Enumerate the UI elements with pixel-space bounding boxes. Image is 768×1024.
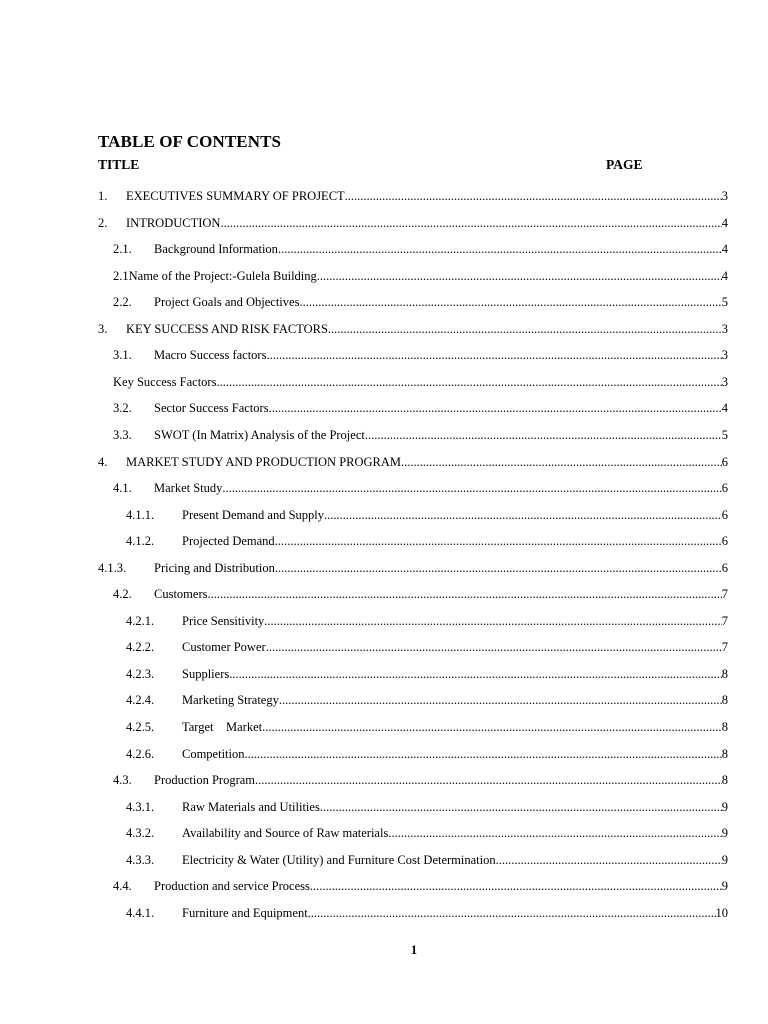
- toc-entry[interactable]: [113, 345, 728, 365]
- toc-entry-title: Background Information: [154, 242, 278, 256]
- toc-entry-title: Project Goals and Objectives: [154, 295, 300, 309]
- dot-leader: [275, 531, 722, 551]
- toc-entry-number: 4.3.1.: [126, 800, 155, 814]
- toc-heading: TABLE OF CONTENTS: [98, 132, 282, 151]
- title-column-header: TITLE: [98, 157, 140, 172]
- toc-entry-page: 9: [721, 800, 728, 814]
- dot-leader: [266, 637, 722, 657]
- toc-entry-page: 6: [721, 561, 728, 575]
- toc-entry-page: 3: [721, 348, 728, 362]
- toc-entry[interactable]: [126, 717, 728, 737]
- toc-entry-title: Competition: [182, 747, 245, 761]
- toc-entry-number: 4.1.1.: [126, 508, 155, 522]
- dot-leader: [222, 478, 721, 498]
- toc-entry[interactable]: [98, 213, 728, 233]
- toc-entry-title: Key Success Factors: [113, 375, 217, 389]
- toc-entry-number: 2.: [98, 216, 108, 230]
- dot-leader: [401, 452, 722, 472]
- toc-entry-title: EXECUTIVES SUMMARY OF PROJECT: [126, 189, 345, 203]
- toc-entry-title: SWOT (In Matrix) Analysis of the Project: [154, 428, 365, 442]
- toc-entry-title: Pricing and Distribution: [154, 561, 275, 575]
- dot-leader: [266, 345, 721, 365]
- toc-entry-number: 4.2.: [113, 587, 132, 601]
- toc-entry[interactable]: [113, 770, 728, 790]
- toc-entry-title: Macro Success factors: [154, 348, 267, 362]
- dot-leader: [310, 876, 722, 896]
- toc-entry[interactable]: [98, 558, 728, 578]
- toc-entry-title: Present Demand and Supply: [182, 508, 324, 522]
- dot-leader: [496, 850, 722, 870]
- toc-entry-title: Projected Demand: [182, 534, 275, 548]
- toc-entry[interactable]: [126, 850, 728, 870]
- toc-entry-title: Availability and Source of Raw materials: [182, 826, 389, 840]
- toc-entry-number: 4.3.2.: [126, 826, 155, 840]
- toc-entry-title: Price Sensitivity: [182, 614, 265, 628]
- toc-entry[interactable]: [113, 239, 728, 259]
- dot-leader: [365, 425, 722, 445]
- toc-entry-title: Production and service Process: [154, 879, 310, 893]
- toc-entry[interactable]: [98, 452, 728, 472]
- dot-leader: [220, 213, 721, 233]
- toc-entry-title: Marketing Strategy: [182, 693, 279, 707]
- toc-entry[interactable]: [126, 664, 728, 684]
- dot-leader: [324, 505, 722, 525]
- toc-entry-page: 7: [721, 587, 728, 601]
- toc-entry-number: 3.2.: [113, 401, 132, 415]
- toc-entry-title: Suppliers: [182, 667, 230, 681]
- toc-entry-title: MARKET STUDY AND PRODUCTION PROGRAM: [126, 455, 402, 469]
- toc-entry-page: 4: [721, 401, 728, 415]
- dot-leader: [229, 664, 722, 684]
- toc-entry-page: 9: [721, 826, 728, 840]
- dot-leader: [299, 292, 721, 312]
- toc-entry-title: INTRODUCTION: [126, 216, 221, 230]
- toc-entry-number: 2.2.: [113, 295, 132, 309]
- toc-entry[interactable]: [126, 744, 728, 764]
- toc-entry[interactable]: [126, 505, 728, 525]
- toc-entry-number: 4.3.3.: [126, 853, 155, 867]
- toc-entry-title: Electricity & Water (Utility) and Furniture Cost Determination: [182, 853, 496, 867]
- toc-entry-number: 3.1.: [113, 348, 132, 362]
- toc-entry-number: 4.1.: [113, 481, 132, 495]
- dot-leader: [269, 398, 722, 418]
- dot-leader: [278, 239, 722, 259]
- toc-entry[interactable]: [126, 637, 728, 657]
- toc-entry-page: 6: [721, 481, 728, 495]
- dot-leader: [275, 558, 722, 578]
- toc-entry[interactable]: [126, 823, 728, 843]
- toc-entry[interactable]: [98, 319, 728, 339]
- toc-entry[interactable]: [126, 797, 728, 817]
- toc-entry-title: Market Study: [154, 481, 223, 495]
- toc-entry-page: 6: [721, 508, 728, 522]
- page-number: 1: [410, 943, 418, 957]
- toc-entry-page: 8: [721, 773, 728, 787]
- toc-entry-number: 4.2.2.: [126, 640, 155, 654]
- dot-leader: [216, 372, 721, 392]
- toc-entry-page: 8: [721, 720, 728, 734]
- toc-entry[interactable]: [113, 398, 728, 418]
- dot-leader: [328, 319, 722, 339]
- toc-entry-number: 2.1.: [113, 242, 132, 256]
- toc-entry-page: 9: [721, 879, 728, 893]
- toc-entry[interactable]: [126, 531, 728, 551]
- toc-entry[interactable]: [98, 186, 728, 206]
- toc-entry-number: 4.1.3.: [98, 561, 127, 575]
- toc-entry-title: Target Market: [182, 720, 263, 734]
- toc-entry-number: 4.2.3.: [126, 667, 155, 681]
- toc-entry-title: Production Program: [154, 773, 256, 787]
- toc-entry[interactable]: [113, 478, 728, 498]
- dot-leader: [264, 611, 721, 631]
- toc-entry-page: 5: [721, 428, 728, 442]
- toc-entry[interactable]: [113, 266, 728, 286]
- toc-entry-number: 4.3.: [113, 773, 132, 787]
- toc-entry-page: 8: [721, 747, 728, 761]
- toc-entry-number: 4.1.2.: [126, 534, 155, 548]
- toc-entry-number: 4.4.: [113, 879, 132, 893]
- toc-entry[interactable]: [126, 690, 728, 710]
- dot-leader: [207, 584, 721, 604]
- dot-leader: [308, 903, 716, 923]
- toc-entry-title: Customers: [154, 587, 208, 601]
- toc-entry-title: Customer Power: [182, 640, 266, 654]
- toc-entry-page: 3: [721, 189, 728, 203]
- page-column-header: PAGE: [606, 157, 643, 172]
- toc-entry-page: 9: [721, 853, 728, 867]
- toc-entry-number: 4.2.5.: [126, 720, 155, 734]
- toc-entry-page: 4: [721, 216, 728, 230]
- toc-entry-page: 7: [721, 614, 728, 628]
- toc-entry-number: 4.2.4.: [126, 693, 155, 707]
- toc-entry-number: 4.2.1.: [126, 614, 155, 628]
- toc-entry-title: Raw Materials and Utilities: [182, 800, 320, 814]
- toc-entry-page: 4: [721, 269, 728, 283]
- toc-entry[interactable]: [126, 903, 728, 923]
- toc-entry[interactable]: [113, 372, 728, 392]
- toc-entry-page: 10: [715, 906, 728, 920]
- toc-entry-number: 3.3.: [113, 428, 132, 442]
- toc-entry[interactable]: [113, 584, 728, 604]
- toc-entry-number: 3.: [98, 322, 108, 336]
- toc-entry-page: 3: [721, 375, 728, 389]
- toc-entry[interactable]: [126, 611, 728, 631]
- toc-entry-number: 4.4.1.: [126, 906, 155, 920]
- dot-leader: [279, 690, 722, 710]
- toc-entry-page: 7: [721, 640, 728, 654]
- dot-leader: [345, 186, 722, 206]
- toc-entry-title: Furniture and Equipment: [182, 906, 308, 920]
- toc-entry-number: 4.2.6.: [126, 747, 155, 761]
- toc-entry[interactable]: [113, 292, 728, 312]
- dot-leader: [317, 266, 722, 286]
- toc-entry-number: 4.: [98, 455, 108, 469]
- toc-entry-number: 1.: [98, 189, 108, 203]
- toc-entry-title: KEY SUCCESS AND RISK FACTORS: [126, 322, 328, 336]
- toc-entry[interactable]: [113, 876, 728, 896]
- toc-entry-title: Sector Success Factors: [154, 401, 269, 415]
- dot-leader: [320, 797, 722, 817]
- toc-entry[interactable]: [113, 425, 728, 445]
- toc-entry-page: 5: [721, 295, 728, 309]
- toc-entry-page: 6: [721, 455, 728, 469]
- toc-entry-title: 2.1Name of the Project:-Gulela Building: [113, 269, 317, 283]
- toc-entry-page: 8: [721, 693, 728, 707]
- dot-leader: [245, 744, 722, 764]
- toc-entry-page: 8: [721, 667, 728, 681]
- dot-leader: [262, 717, 722, 737]
- toc-entry-page: 3: [721, 322, 728, 336]
- toc-entry-page: 4: [721, 242, 728, 256]
- toc-entry-page: 6: [721, 534, 728, 548]
- dot-leader: [255, 770, 722, 790]
- dot-leader: [388, 823, 721, 843]
